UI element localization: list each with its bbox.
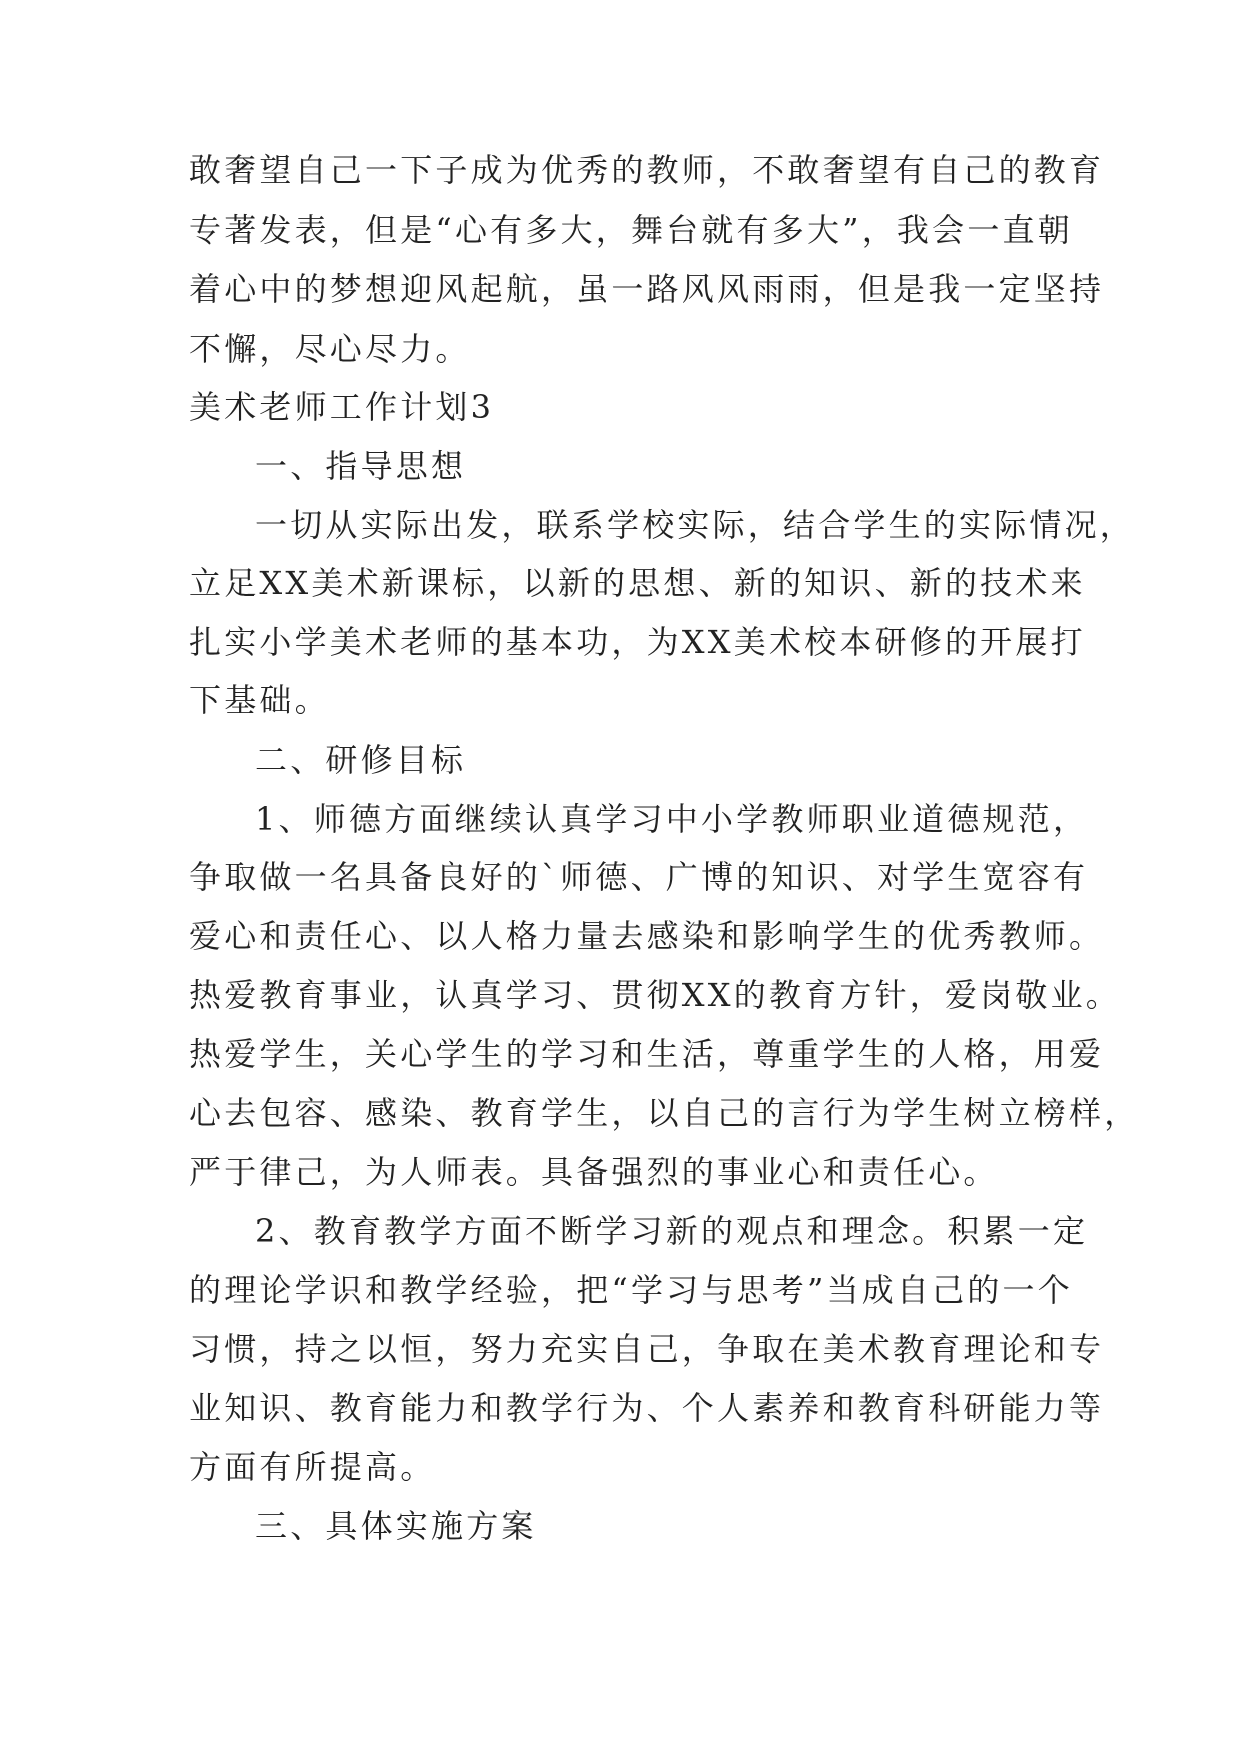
- body-text-line: 业知识、教育能力和教学行为、个人素养和教育科研能力等: [189, 1389, 1105, 1427]
- body-text-line: 的理论学识和教学经验，把“学习与思考”当成自己的一个: [189, 1271, 1073, 1309]
- section-heading: 三、具体实施方案: [255, 1507, 537, 1545]
- section-heading: 二、研修目标: [255, 741, 467, 779]
- body-text-line: 严于律己，为人师表。具备强烈的事业心和责任心。: [189, 1153, 999, 1191]
- body-text-line: 1、师德方面继续认真学习中小学教师职业道德规范，: [255, 800, 1089, 838]
- body-text-line: 争取做一名具备良好的`师德、广博的知识、对学生宽容有: [189, 858, 1089, 896]
- body-text-line: 习惯，持之以恒，努力充实自己，争取在美术教育理论和专: [189, 1330, 1105, 1368]
- body-text-line: 不懈，尽心尽力。: [189, 330, 471, 368]
- body-text-line: 着心中的梦想迎风起航，虽一路风风雨雨，但是我一定坚持: [189, 270, 1105, 308]
- body-text-line: 敢奢望自己一下子成为优秀的教师，不敢奢望有自己的教育: [189, 151, 1105, 189]
- body-text-line: 一切从实际出发，联系学校实际，结合学生的实际情况，: [255, 506, 1136, 544]
- body-text-line: 专著发表，但是“心有多大，舞台就有多大”，我会一直朝: [189, 211, 1073, 249]
- body-text-line: 热爱教育事业，认真学习、贯彻XX的教育方针，爱岗敬业。: [189, 976, 1121, 1014]
- body-text-line: 爱心和责任心、以人格力量去感染和影响学生的优秀教师。: [189, 917, 1105, 955]
- body-text-line: 2、教育教学方面不断学习新的观点和理念。积累一定: [255, 1212, 1089, 1250]
- body-text-line: 立足XX美术新课标，以新的思想、新的知识、新的技术来: [189, 564, 1086, 602]
- section-title: 美术老师工作计划3: [189, 388, 495, 426]
- body-text-line: 热爱学生，关心学生的学习和生活，尊重学生的人格，用爱: [189, 1035, 1105, 1073]
- body-text-line: 扎实小学美术老师的基本功，为XX美术校本研修的开展打: [189, 623, 1086, 661]
- body-text-line: 下基础。: [189, 681, 330, 719]
- section-heading: 一、指导思想: [255, 447, 467, 485]
- body-text-line: 方面有所提高。: [189, 1448, 436, 1486]
- body-text-line: 心去包容、感染、教育学生，以自己的言行为学生树立榜样，: [189, 1094, 1140, 1132]
